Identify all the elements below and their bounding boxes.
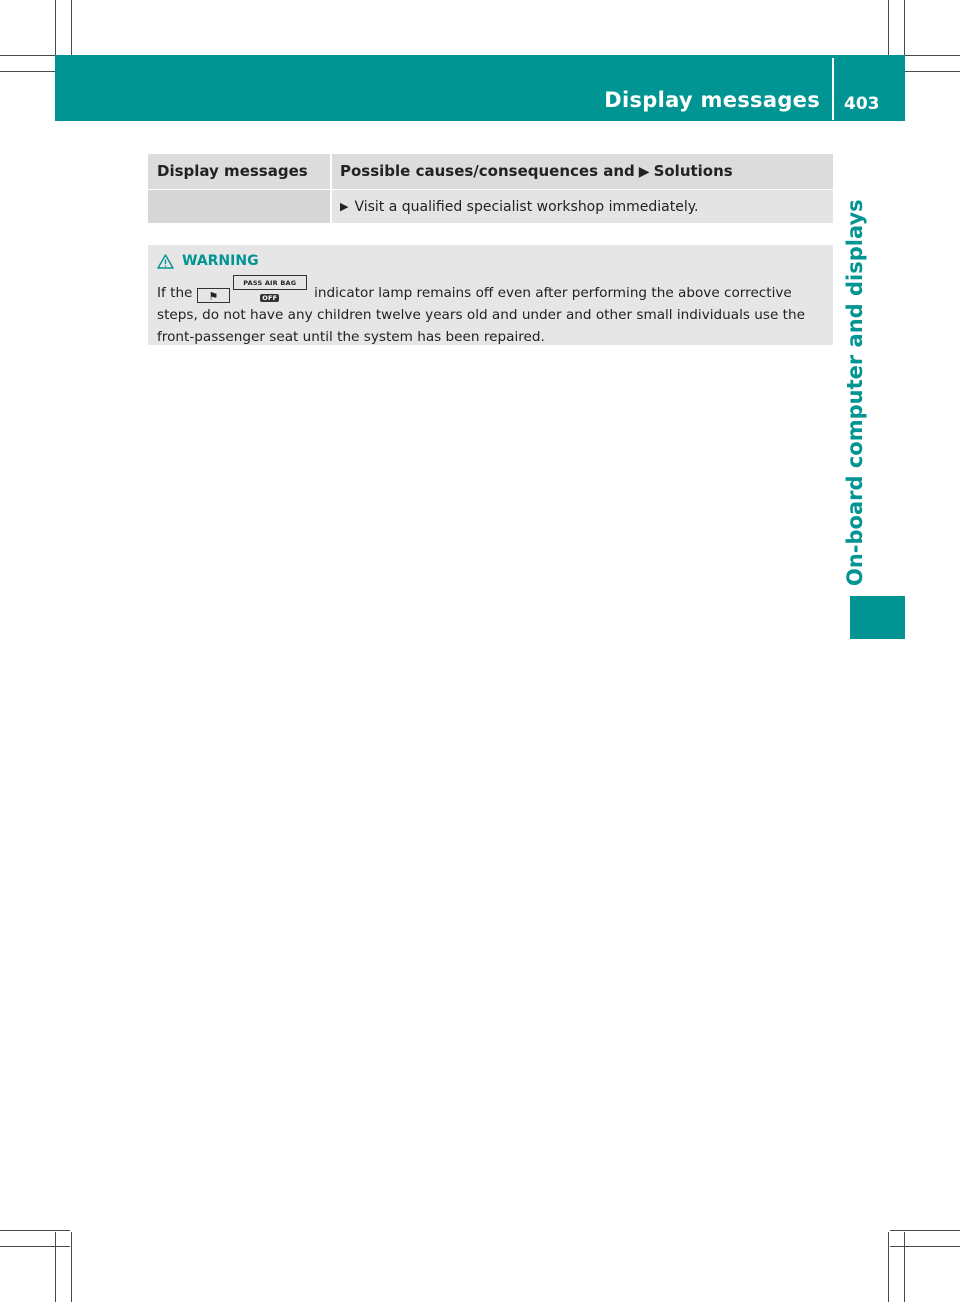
column-header-solutions <box>332 154 833 189</box>
section-tab-marker <box>850 596 905 639</box>
page-title: Display messages <box>604 88 820 112</box>
table-header-row <box>148 154 833 190</box>
page-number: 403 <box>844 94 880 114</box>
crop-mark <box>55 1232 56 1302</box>
warning-box <box>148 245 833 345</box>
column-header-suffix: Solutions <box>653 162 733 180</box>
warning-triangle-icon <box>157 254 174 269</box>
crop-mark <box>71 1232 72 1302</box>
airbag-symbol-text: PASS AIR BAG <box>243 279 297 287</box>
warning-text-prefix: If the <box>157 285 193 301</box>
header-divider <box>832 58 834 120</box>
column-header-display-messages: Display messages <box>148 154 332 189</box>
display-message-cell <box>148 190 332 223</box>
play-arrow-icon: ▶ <box>638 164 650 180</box>
crop-mark <box>890 1246 960 1247</box>
solution-text: Visit a qualified specialist workshop immediately. <box>354 199 699 215</box>
crop-mark <box>0 1246 70 1247</box>
table-row <box>148 190 833 223</box>
airbag-off-text: OFF <box>262 294 278 302</box>
child-seat-icon: ⚑ <box>197 288 230 303</box>
warning-heading <box>157 251 821 271</box>
warning-body <box>157 275 821 348</box>
warning-text-body: indicator lamp remains off even after performing the above corrective steps, do not have any children twelve years old and under and other small individuals use the front-passenger seat until the system has been repaired. <box>157 285 805 345</box>
messages-table <box>148 154 833 223</box>
warning-title: WARNING <box>182 253 259 269</box>
pass-airbag-off-icon <box>233 275 307 302</box>
crop-mark <box>904 1232 905 1302</box>
solution-cell <box>332 190 833 223</box>
crop-mark <box>890 1230 960 1231</box>
column-header-prefix: Possible causes/consequences and <box>340 162 635 180</box>
section-tab-label: On-board computer and displays <box>843 199 867 586</box>
crop-mark <box>0 1230 70 1231</box>
crop-mark <box>888 1232 889 1302</box>
play-arrow-icon: ▶ <box>340 200 349 213</box>
